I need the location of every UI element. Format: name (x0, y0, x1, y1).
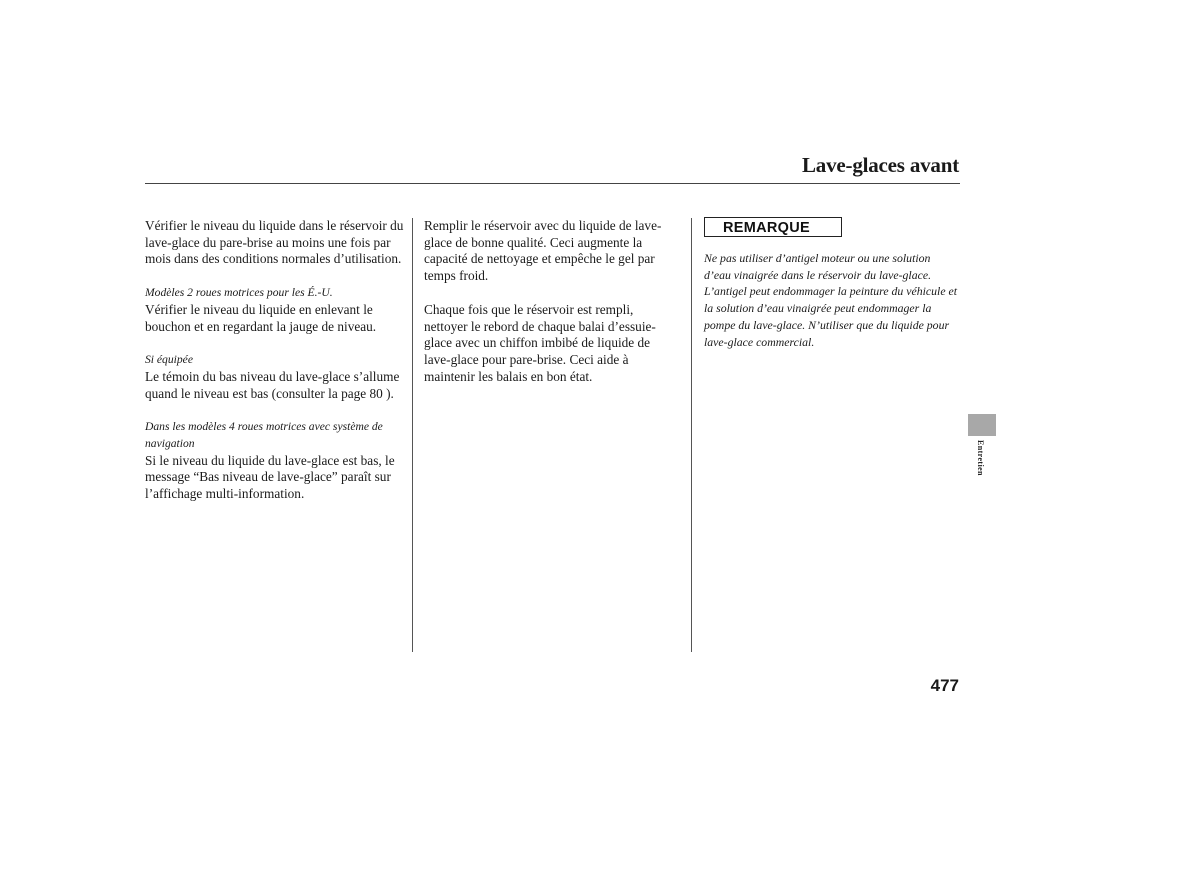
intro-paragraph: Vérifier le niveau du liquide dans le réservoir du lave-glace du pare-brise au moins une fois par mois dans des conditions normales d’utilisation. (145, 218, 404, 267)
section-text-4wd-navigation: Si le niveau du liquide du lave-glace est bas, le message “Bas niveau de lave-glace” paraît sur l’affichage multi-information. (145, 452, 395, 502)
wiper-clean-paragraph: Chaque fois que le réservoir est rempli, nettoyer le rebord de chaque balai d’essuie-glace avec un chiffon imbibé de liquide de lave-glace pour pare-brise. Ceci aide à maintenir les balais en bon état. (424, 301, 656, 384)
section-label-2wd: Modèles 2 roues motrices pour les É.-U. (145, 286, 333, 300)
page-number: 477 (930, 676, 959, 695)
refill-paragraph: Remplir le réservoir avec du liquide de lave-glace de bonne qualité. Ceci augmente la capacité de nettoyage et empêche le gel par temps froid. (424, 218, 662, 284)
section-tab-marker (968, 414, 996, 436)
column-left (145, 218, 407, 503)
section-text-if-equipped: Le témoin du bas niveau du lave-glace s’allume quand le niveau est bas (consulter la page 80 ). (145, 368, 400, 401)
title-divider (145, 183, 960, 184)
column-divider (691, 218, 692, 652)
notice-text: Ne pas utiliser d’antigel moteur ou une solution d’eau vinaigrée dans le réservoir du lave-glace. L’antigel peut endommager la peinture du véhicule et la solution d’eau vinaigrée peut endommager la pompe du lave-glace. N’utiliser que du liquide pour lave-glace commercial. (704, 251, 958, 349)
section-text-2wd: Vérifier le niveau du liquide en enlevant le bouchon et en regardant la jauge de niveau. (145, 301, 377, 334)
page-title: Lave-glaces avant (802, 153, 959, 177)
column-middle (424, 218, 676, 385)
column-right (704, 217, 960, 350)
section-tab-label: Entretien (976, 440, 985, 476)
section-label-if-equipped: Si équipée (145, 353, 193, 367)
section-label-4wd-navigation: Dans les modèles 4 roues motrices avec système de navigation (145, 420, 383, 451)
notice-label: REMARQUE (704, 217, 842, 237)
column-divider (412, 218, 413, 652)
